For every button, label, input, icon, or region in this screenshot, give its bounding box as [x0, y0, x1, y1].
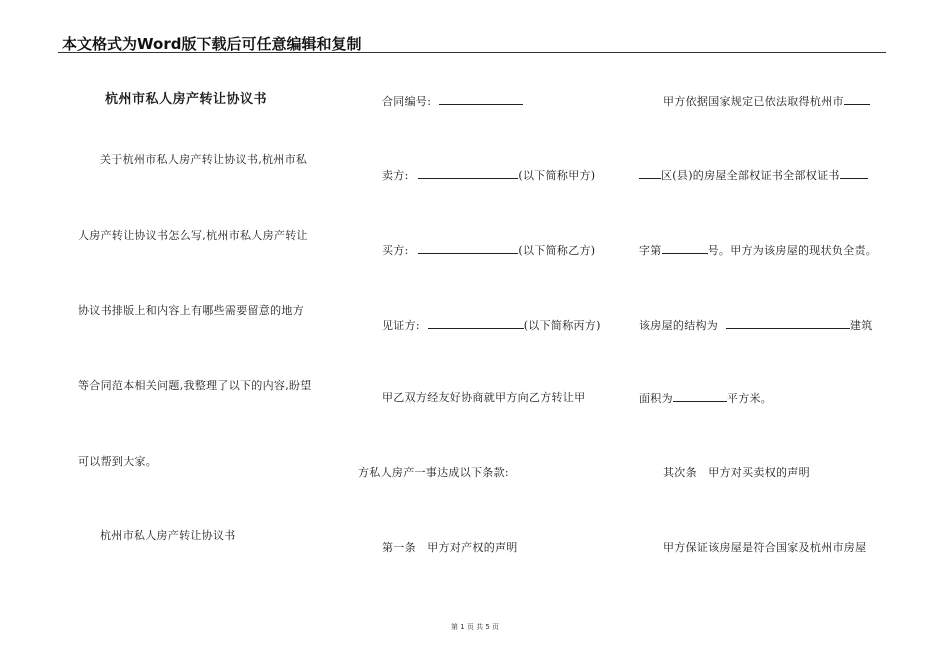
contract-number-line — [382, 94, 523, 109]
buyer-line — [382, 243, 595, 258]
intro-line: 协议书排版上和内容上有哪些需要留意的地方 — [78, 304, 304, 317]
seller-blank[interactable] — [418, 168, 518, 179]
structure-label: 该房屋的结构为 — [639, 319, 719, 332]
area-unit: 平方米。 — [726, 392, 773, 405]
area-blank[interactable] — [673, 391, 727, 402]
area-line — [639, 391, 772, 406]
structure-blank[interactable] — [726, 318, 850, 329]
agreement-paragraph-line: 甲乙双方经友好协商就甲方向乙方转让甲 — [382, 391, 586, 404]
buyer-blank[interactable] — [418, 243, 518, 254]
buyer-label: 买方: — [382, 244, 409, 257]
certificate-line — [639, 168, 868, 183]
witness-suffix: (以下简称丙方) — [523, 319, 601, 332]
buyer-suffix: (以下简称乙方) — [518, 244, 596, 257]
subtitle: 杭州市私人房产转让协议书 — [100, 529, 236, 542]
property-text: 甲方依据国家规定已依法取得杭州市 — [663, 95, 844, 108]
guarantee-line: 甲方保证该房屋是符合国家及杭州市房屋 — [663, 541, 867, 554]
header-title: 本文格式为Word版下载后可任意编辑和复制 — [62, 35, 362, 53]
certificate-number-blank[interactable] — [662, 243, 708, 254]
intro-line: 可以帮到大家。 — [78, 455, 158, 468]
contract-number-blank[interactable] — [439, 94, 523, 105]
intro-line: 人房产转让协议书怎么写,杭州市私人房产转让 — [78, 229, 308, 242]
document-title: 杭州市私人房产转让协议书 — [105, 92, 268, 107]
structure-line — [639, 318, 873, 333]
agreement-paragraph-line: 方私人房产一事达成以下条款: — [358, 466, 509, 479]
witness-blank[interactable] — [428, 318, 524, 329]
seller-line — [382, 168, 595, 183]
certificate-number-line — [639, 243, 877, 258]
certificate-number-prefix: 字第 — [639, 244, 662, 257]
seller-suffix: (以下简称甲方) — [518, 169, 596, 182]
certificate-text: 区(县)的房屋全部权证书全部权证书 — [661, 169, 840, 182]
intro-line: 关于杭州市私人房产转让协议书,杭州市私 — [100, 153, 308, 166]
certificate-number-suffix: 号。甲方为该房屋的现状负全责。 — [707, 244, 878, 257]
structure-suffix: 建筑 — [849, 319, 873, 332]
district-blank[interactable] — [639, 168, 661, 179]
certificate-blank[interactable] — [840, 168, 868, 179]
area-label: 面积为 — [639, 392, 673, 405]
seller-label: 卖方: — [382, 169, 409, 182]
contract-number-label: 合同编号: — [382, 95, 432, 108]
article-2-heading: 其次条 甲方对买卖权的声明 — [663, 466, 810, 479]
witness-line — [382, 318, 601, 333]
intro-line: 等合同范本相关问题,我整理了以下的内容,盼望 — [78, 379, 312, 392]
header-divider — [58, 52, 886, 53]
witness-label: 见证方: — [382, 319, 420, 332]
article-1-heading: 第一条 甲方对产权的声明 — [382, 541, 518, 554]
page-number: 第 1 页 共 5 页 — [450, 623, 500, 631]
city-district-blank[interactable] — [844, 94, 870, 105]
property-line — [663, 94, 870, 109]
